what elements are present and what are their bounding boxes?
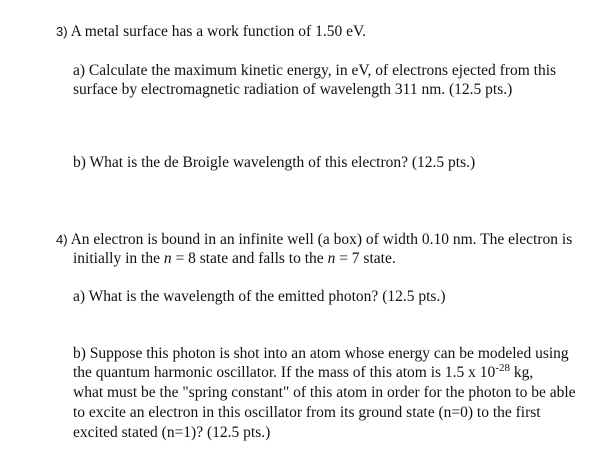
q4b-line2-post: kg, [509,364,534,381]
n-symbol-1: n [163,250,172,267]
n-symbol-2: n [327,250,336,267]
q3-number: 3) [56,24,68,39]
q4-stem-line2-mid: = 8 state and falls to the [171,250,328,267]
q3a-line1: a) Calculate the maximum kinetic energy, in eV, of electrons ejected from this [73,62,557,79]
q4b-line2-pre: the quantum harmonic oscillator. If the mass of this atom is 1.5 x 10 [73,364,496,381]
q4-stem-line2 [73,249,396,269]
q4b-exponent: -28 [495,361,510,374]
q4b-line5: excited stated (n=1)? (12.5 pts.) [73,424,271,441]
q4b-line1: b) Suppose this photon is shot into an atom whose energy can be modeled using [73,345,569,362]
q4b-line2 [73,363,533,383]
q4-stem-line2-pre: initially in the [73,250,164,267]
q3b-line1: b) What is the de Broigle wavelength of this electron? (12.5 pts.) [73,154,476,171]
q4b-line3: what must be the "spring constant" of this atom in order for the photon to be able [73,384,576,401]
q3-stem: A metal surface has a work function of 1.50 eV. [70,23,367,40]
q4-stem-line1-text: An electron is bound in an infinite well (a box) of width 0.10 nm. The electron is [70,231,573,248]
q4-stem-line2-post: = 7 state. [335,250,396,267]
q4-stem-line1 [56,230,572,250]
q4-number: 4) [56,232,68,247]
q4b-line4: to excite an electron in this oscillator from its ground state (n=0) to the first [73,404,541,421]
q3-stem-line [56,22,366,42]
q3a-line2: surface by electromagnetic radiation of wavelength 311 nm. (12.5 pts.) [73,81,513,98]
q4a-line1: a) What is the wavelength of the emitted photon? (12.5 pts.) [73,288,446,305]
